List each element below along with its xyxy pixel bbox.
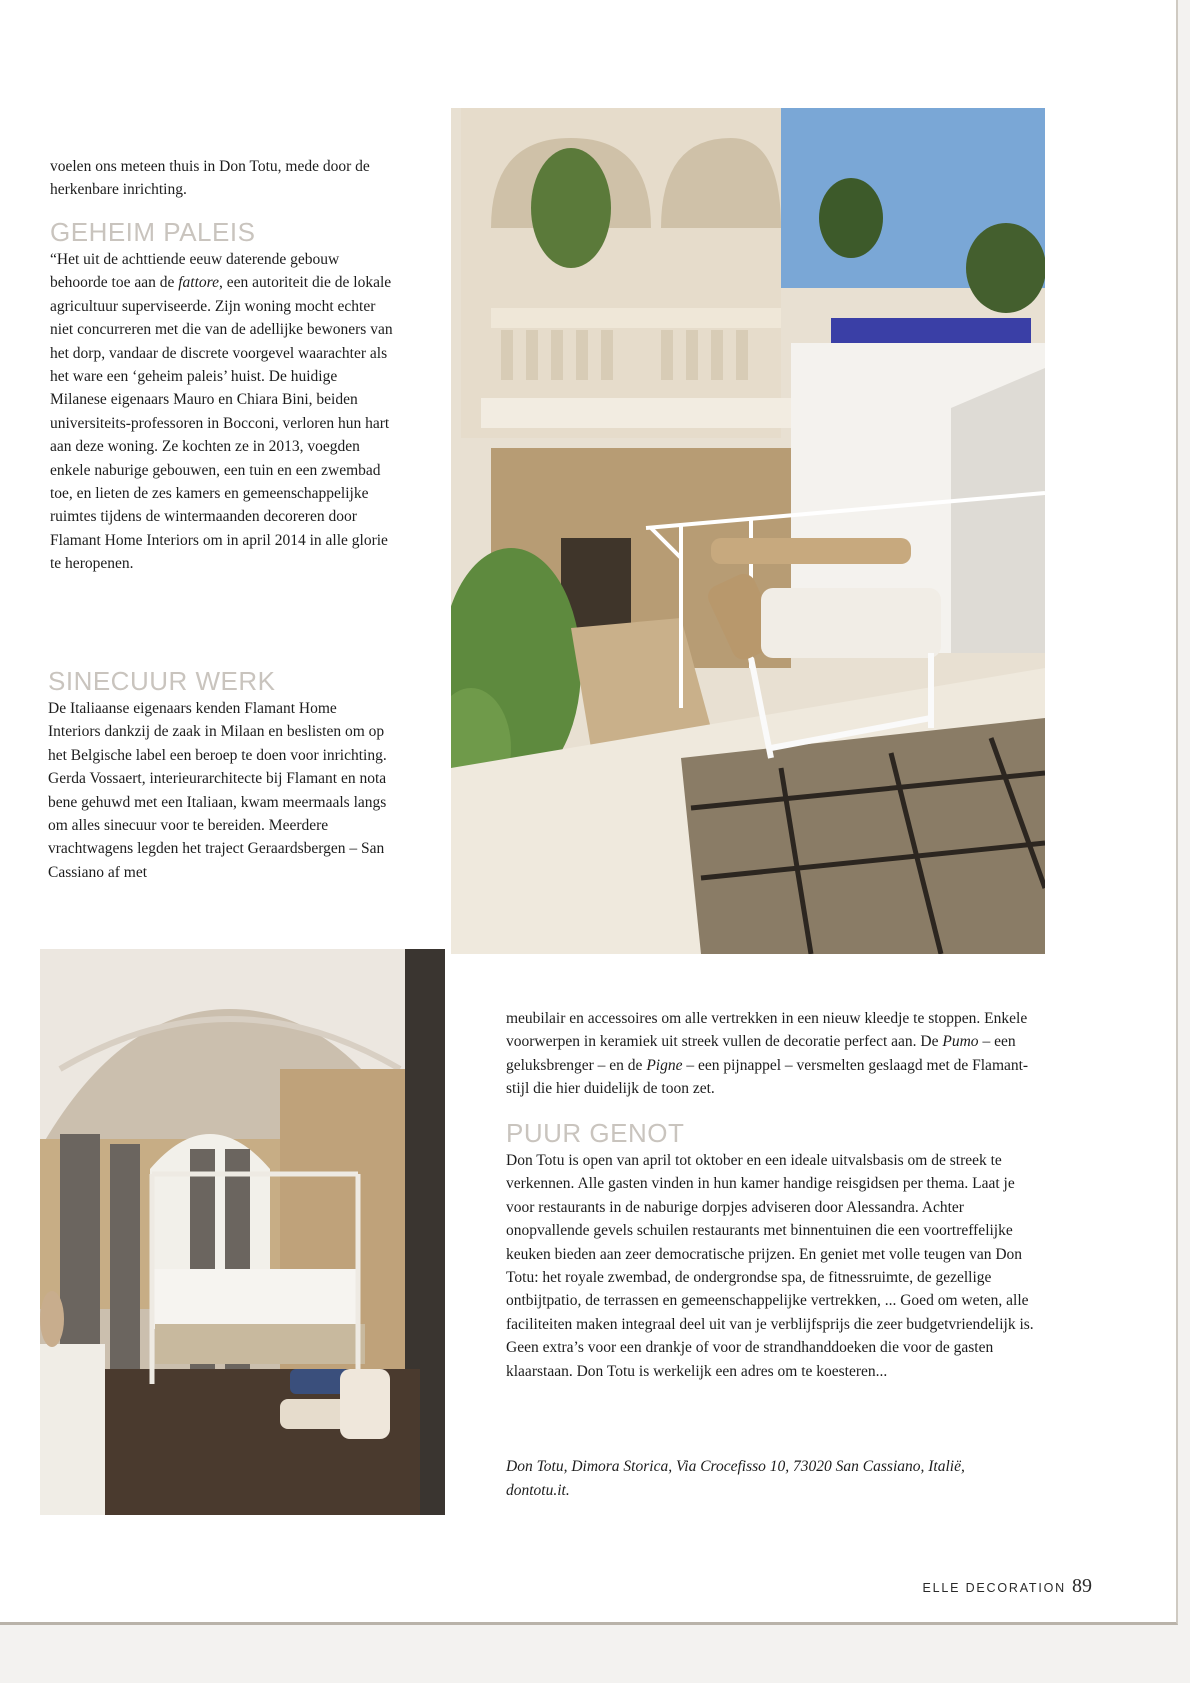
section-heading-geheim-paleis: GEHEIM PALEIS — [50, 217, 256, 247]
section-heading-sinecuur-werk: SINECUUR WERK — [48, 666, 276, 696]
page-folio — [923, 1575, 1092, 1598]
section-heading-puur-genot: PUUR GENOT — [506, 1118, 685, 1148]
address-credit: Don Totu, Dimora Storica, Via Crocefisso 10, 73020 San Cassiano, Italië, dontotu.it. — [506, 1458, 965, 1499]
section-paragraph-puur-genot: Don Totu is open van april tot oktober en een ideale uitvalsbasis om de streek te verkennen. Alle gasten vinden in hun kamer handige reisgidsen per thema. Laat je voor restaurants in de naburige dorpjes adviseren door Alessandra. Achter onopvallende gevels schuilen restaurants met binnentuinen die een voortreffelijke keuken bieden aan zeer democratische prijzen. En geniet met volle teugen van Don Totu: het royale zwembad, de ondergrondse spa, de fitnessruimte, de gezellige ontbijtpatio, de terrassen en gemeenschappelijke vertrekken, ... Goed om weten, alle faciliteiten maken integraal deel uit van je verblijfsprijs die zeer budgetvriendelijk is. Geen extra’s voor een drankje of voor de strandhanddoeken die voor de gasten klaarstaan. Don Totu is werkelijk een adres om te koesteren... — [506, 1152, 1034, 1380]
photo-bedroom — [40, 949, 445, 1515]
magazine-name: ELLE DECORATION — [922, 1581, 1066, 1595]
intro-paragraph: voelen ons meteen thuis in Don Totu, mede door de herkenbare inrichting. — [50, 158, 370, 199]
page-number: 89 — [1072, 1575, 1092, 1597]
section-paragraph-geheim-paleis: “Het uit de achttiende eeuw daterende gebouw behoorde toe aan de fattore, een autoriteit die de lokale agricultuur superviseerde. Zijn woning mocht echter niet concurreren met die van de adellijke bewoners van het dorp, vandaar de discrete voorgevel waarachter als het ware een ‘geheim paleis’ huist. De huidige Milanese eigenaars Mauro en Chiara Bini, beiden universiteits-professoren in Bocconi, verloren hun hart aan deze woning. Ze kochten ze in 2013, voegden enkele naburige gebouwen, een tuin en een zwembad toe, en lieten de zes kamers en gemeenschappelijke ruimtes tijdens de wintermaanden decoreren door Flamant Home Interiors om in april 2014 in alle glorie te heropenen. — [50, 251, 393, 573]
section-paragraph-sinecuur-werk: De Italiaanse eigenaars kenden Flamant Home Interiors dankzij de zaak in Milaan en beslisten om op het Belgische label een beroep te doen voor inrichting. Gerda Vossaert, interieurarchitecte bij Flamant en nota bene gehuwd met een Italiaan, kwam meermaals langs om alles sinecuur voor te bereiden. Meerdere vrachtwagens legden het traject Geraardsbergen – San Cassiano af met — [48, 700, 387, 881]
continuation-paragraph: meubilair en accessoires om alle vertrekken in een nieuw kleedje te stoppen. Enkele voorwerpen in keramiek uit streek vullen de decoratie perfect aan. De Pumo – een geluksbrenger – en de Pigne – een pijnappel – versmelten geslaagd met de Flamant-stijl die hier duidelijk de toon zet. — [506, 1010, 1029, 1098]
photo-terrace — [451, 108, 1045, 954]
